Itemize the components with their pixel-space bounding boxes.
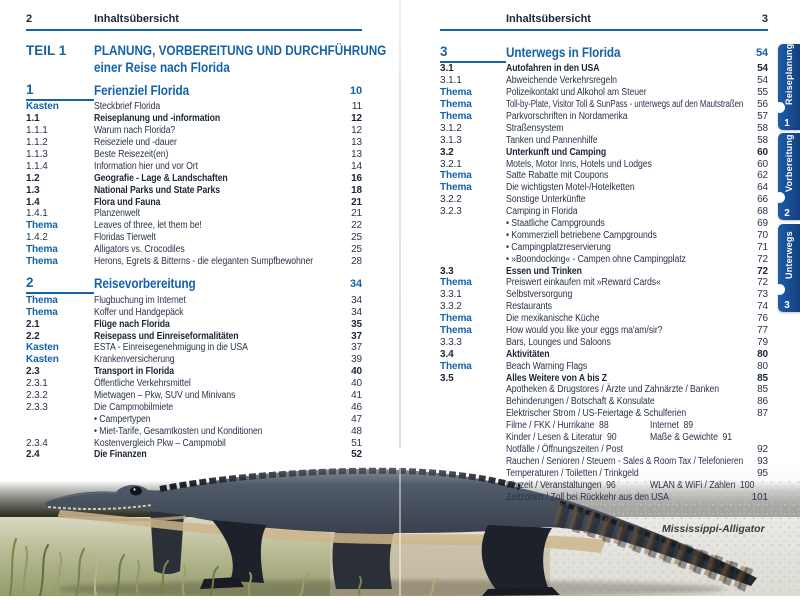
entry-page: 64 <box>757 182 768 194</box>
entry-page: 46 <box>351 401 362 413</box>
toc-entry <box>440 313 768 325</box>
toc-entry <box>440 491 768 503</box>
entry-number: 1.4 <box>26 196 40 208</box>
entry-number: 3.1.3 <box>440 134 462 146</box>
toc-entry <box>440 43 768 62</box>
toc-entry <box>440 325 768 337</box>
toc-entry <box>26 354 362 366</box>
toc-entry <box>440 420 768 432</box>
entry-page: 21 <box>351 196 362 208</box>
toc-entry <box>26 232 362 244</box>
entry-title: Preiswert einkaufen mit »Reward Cards« <box>506 277 661 289</box>
part-title <box>94 42 430 76</box>
entry-number: 2.3.1 <box>26 378 48 390</box>
toc-entry <box>26 220 362 232</box>
entry-page: 72 <box>757 253 768 265</box>
tab-notch-icon <box>774 192 785 203</box>
entry-title: Warum nach Florida? <box>94 125 176 137</box>
entry-title: Sonstige Unterkünfte <box>506 194 586 206</box>
photo-caption: Mississippi-Alligator <box>662 523 765 535</box>
entry-title: • Campingplatzreservierung <box>506 241 611 253</box>
entry-page: 37 <box>351 342 362 354</box>
entry-page: 21 <box>351 208 362 220</box>
tab-number: 2 <box>784 208 790 219</box>
toc-entry <box>26 437 362 449</box>
entry-title: • »Boondocking« - Campen ohne Campingplatz <box>506 253 686 265</box>
entry-title: Krankenversicherung <box>94 354 175 366</box>
entry-page: 11 <box>351 101 362 113</box>
toc-entry <box>440 265 768 277</box>
right-toc-list <box>440 36 768 503</box>
entry-title: Flugbuchung im Internet <box>94 294 186 306</box>
entry-title: Flora und Fauna <box>94 196 161 208</box>
toc-entry <box>26 306 362 318</box>
entry-title: • Staatliche Campgrounds <box>506 218 605 230</box>
tab-notch-icon <box>774 284 785 295</box>
tab-label: Vorbereitung <box>784 134 794 193</box>
entry-page: 93 <box>757 455 768 467</box>
entry-number: 3.2.3 <box>440 206 462 218</box>
entry-page: 68 <box>757 206 768 218</box>
entry-number: Thema <box>440 360 472 372</box>
toc-entry <box>440 408 768 420</box>
entry-page: 85 <box>757 372 768 384</box>
entry-title: Herons, Egrets & Bitterns - die eleganten Sumpfbewohner <box>94 256 314 268</box>
part-label: TEIL 1 <box>26 43 67 58</box>
toc-entry <box>26 244 362 256</box>
entry-page: 79 <box>757 336 768 348</box>
left-header-title: Inhaltsübersicht <box>94 13 179 25</box>
entry-title: Geografie - Lage & Landschaften <box>94 172 228 184</box>
entry-page: 71 <box>757 241 768 253</box>
entry-number: 1.3 <box>26 184 40 196</box>
toc-entry <box>440 111 768 123</box>
entry-page: 34 <box>351 306 362 318</box>
right-page-number: 3 <box>761 13 768 25</box>
toc-entry <box>440 158 768 170</box>
entry-number: 2.3.2 <box>26 390 48 402</box>
part-title-line2: einer Reise nach Florida <box>94 60 230 75</box>
entry-title: Elektrischer Strom / US-Feiertage & Schulferien <box>506 408 687 420</box>
tab-vorbereitung <box>778 133 800 220</box>
entry-number: Thema <box>440 99 472 111</box>
toc-entry <box>440 384 768 396</box>
entry-page: 37 <box>351 330 362 342</box>
toc-entry <box>26 413 362 425</box>
entry-title: Transport in Florida <box>94 366 174 378</box>
entry-title: Toll-by-Plate, Visitor Toll & SunPass - unterwegs auf den Mautstraßen <box>506 99 744 111</box>
entry-number: 3.3.2 <box>440 301 462 313</box>
entry-number: 1 <box>26 80 94 101</box>
entry-number: 2 <box>26 273 94 294</box>
entry-title: • Campertypen <box>94 413 151 425</box>
tab-number: 1 <box>784 118 790 129</box>
entry-title: Alles Weitere von A bis Z <box>506 372 607 384</box>
entry-page: 72 <box>757 277 768 289</box>
entry-page: 39 <box>351 354 362 366</box>
toc-entry <box>440 253 768 265</box>
entry-number: 1.1 <box>26 113 40 125</box>
left-page-number: 2 <box>26 13 33 25</box>
entry-title: Alligators vs. Crocodiles <box>94 244 185 256</box>
toc-entry <box>440 87 768 99</box>
entry-title: Maße & Gewichte 91 <box>650 432 733 444</box>
entry-title: Bars, Lounges und Saloons <box>506 336 611 348</box>
entry-number: Thema <box>440 325 472 337</box>
left-toc-list <box>26 74 362 461</box>
right-header-title: Inhaltsübersicht <box>506 13 591 25</box>
entry-page: 54 <box>757 75 768 87</box>
entry-title: Motels, Motor Inns, Hotels und Lodges <box>506 158 652 170</box>
entry-page: 25 <box>351 232 362 244</box>
entry-title: Behinderungen / Botschaft & Konsulate <box>506 396 655 408</box>
toc-entry <box>26 378 362 390</box>
entry-number: 3.2.2 <box>440 194 462 206</box>
toc-entry <box>440 467 768 479</box>
entry-number: 3.2 <box>440 146 454 158</box>
entry-title: Öffentliche Verkehrsmittel <box>94 378 191 390</box>
entry-page: 76 <box>757 313 768 325</box>
entry-title: • Miet-Tarife, Gesamtkosten und Konditionen <box>94 425 263 437</box>
toc-entry <box>440 348 768 360</box>
entry-number: 3.2.1 <box>440 158 462 170</box>
entry-title: Essen und Trinken <box>506 265 582 277</box>
entry-page: 54 <box>755 46 768 59</box>
entry-page: 35 <box>351 318 362 330</box>
entry-page: 13 <box>351 137 362 149</box>
toc-entry <box>440 396 768 408</box>
entry-page: 47 <box>351 413 362 425</box>
entry-title: Leaves of three, let them be! <box>94 220 202 232</box>
entry-number: 1.4.1 <box>26 208 48 220</box>
toc-entry <box>26 149 362 161</box>
toc-entry <box>440 277 768 289</box>
entry-number: 3.1.2 <box>440 122 462 134</box>
entry-number: Kasten <box>26 354 59 366</box>
entry-page: 74 <box>757 301 768 313</box>
toc-entry <box>26 425 362 437</box>
entry-page: 70 <box>757 229 768 241</box>
entry-page: 58 <box>757 134 768 146</box>
entry-title: Steckbrief Florida <box>94 101 161 113</box>
entry-page: 10 <box>349 84 362 97</box>
page-gutter-photo <box>399 448 401 596</box>
entry-title: Internet 89 <box>650 420 693 432</box>
left-running-header <box>26 13 362 31</box>
entry-title: Zeitzonen / Zoll bei Rückkehr aus den USA <box>506 491 669 503</box>
entry-title: Unterkunft und Camping <box>506 146 607 158</box>
entry-title: Aktivitäten <box>506 348 550 360</box>
entry-title: Abweichende Verkehrsregeln <box>506 75 617 87</box>
toc-entry <box>26 125 362 137</box>
entry-page: 85 <box>757 384 768 396</box>
entry-title: Temperaturen / Toiletten / Trinkgeld <box>506 467 639 479</box>
entry-page: 72 <box>757 265 768 277</box>
entry-number: Thema <box>440 170 472 182</box>
entry-page: 54 <box>757 63 768 75</box>
entry-page: 16 <box>351 172 362 184</box>
entry-title: Kostenvergleich Pkw – Campmobil <box>94 437 226 449</box>
entry-title: Uhrzeit / Veranstaltungen 96 <box>506 479 616 491</box>
entry-number: 3.3 <box>440 265 454 277</box>
entry-number: Thema <box>26 244 58 256</box>
toc-entry <box>440 336 768 348</box>
entry-title: Rauchen / Senioren / Steuern - Sales & Room Tax / Telefonieren <box>506 455 744 467</box>
toc-entry <box>26 81 362 100</box>
entry-title: Unterwegs in Florida <box>506 45 621 60</box>
entry-page: 69 <box>757 218 768 230</box>
toc-entry <box>26 208 362 220</box>
entry-page: 12 <box>351 125 362 137</box>
entry-page: 56 <box>757 99 768 111</box>
toc-entry <box>440 122 768 134</box>
toc-entry <box>26 113 362 125</box>
entry-page: 66 <box>757 194 768 206</box>
entry-number: Thema <box>440 87 472 99</box>
toc-entry <box>26 401 362 413</box>
entry-number: Kasten <box>26 342 59 354</box>
entry-title: • Kommerziell betriebene Campgrounds <box>506 229 657 241</box>
entry-page: 34 <box>349 277 362 290</box>
toc-entry <box>440 289 768 301</box>
entry-page: 40 <box>351 366 362 378</box>
toc-entry <box>440 479 768 491</box>
entry-title: Die Campmobilmiete <box>94 401 174 413</box>
entry-title: How would you like your eggs ma'am/sir? <box>506 325 663 337</box>
entry-page: 101 <box>751 491 768 503</box>
toc-entry <box>26 196 362 208</box>
entry-title: Die Finanzen <box>94 449 147 461</box>
entry-page: 41 <box>351 390 362 402</box>
toc-entry <box>26 318 362 330</box>
entry-number: 1.1.2 <box>26 137 48 149</box>
entry-title: Reiseplanung und -information <box>94 113 221 125</box>
entry-number: Thema <box>440 182 472 194</box>
page-gutter <box>399 0 401 448</box>
entry-title: Reisepass und Einreiseformalitäten <box>94 330 239 342</box>
entry-title: Apotheken & Drugstores / Ärzte und Zahnärzte / Banken <box>506 384 720 396</box>
entry-page: 87 <box>757 408 768 420</box>
entry-title: Satte Rabatte mit Coupons <box>506 170 609 182</box>
entry-number: Thema <box>26 220 58 232</box>
toc-entry <box>26 101 362 113</box>
entry-title: Polizeikontakt und Alkohol am Steuer <box>506 87 647 99</box>
entry-number: 1.2 <box>26 172 40 184</box>
entry-page: 58 <box>757 122 768 134</box>
tab-unterwegs <box>778 224 800 312</box>
entry-page: 60 <box>757 158 768 170</box>
entry-page: 80 <box>757 348 768 360</box>
toc-entry <box>26 330 362 342</box>
toc-entry <box>26 274 362 293</box>
toc-entry <box>26 256 362 268</box>
entry-page: 86 <box>757 396 768 408</box>
entry-title: Reiseziele und -dauer <box>94 137 177 149</box>
entry-page: 28 <box>351 256 362 268</box>
entry-title: Autofahren in den USA <box>506 63 600 75</box>
entry-number: Thema <box>26 294 58 306</box>
entry-title: Ferienziel Florida <box>94 83 190 98</box>
entry-title: Reisevorbereitung <box>94 276 196 292</box>
toc-entry <box>26 160 362 172</box>
toc-entry <box>26 342 362 354</box>
toc-entry <box>26 449 362 461</box>
toc-entry <box>440 75 768 87</box>
toc-entry <box>440 372 768 384</box>
toc-entry <box>440 63 768 75</box>
entry-number: 1.1.4 <box>26 160 48 172</box>
entry-page: 14 <box>351 160 362 172</box>
entry-title: Flüge nach Florida <box>94 318 170 330</box>
entry-page: 25 <box>351 244 362 256</box>
toc-entry <box>440 218 768 230</box>
entry-title: WLAN & WiFi / Zahlen 100 <box>650 479 755 491</box>
entry-title: National Parks und State Parks <box>94 184 221 196</box>
entry-title: Information hier und vor Ort <box>94 160 198 172</box>
entry-page: 51 <box>351 437 362 449</box>
entry-title: Camping in Florida <box>506 206 578 218</box>
right-running-header <box>440 13 768 31</box>
entry-page: 48 <box>351 425 362 437</box>
entry-title: Filme / FKK / Hurrikane 88 <box>506 420 609 432</box>
entry-page: 52 <box>351 449 362 461</box>
entry-number: 3.4 <box>440 348 454 360</box>
entry-number: 1.1.1 <box>26 125 48 137</box>
entry-number: Thema <box>440 111 472 122</box>
toc-entry <box>440 455 768 467</box>
part-title-line1: PLANUNG, VORBEREITUNG UND DURCHFÜHRUNG <box>94 43 387 58</box>
entry-page: 80 <box>757 360 768 372</box>
entry-number: Thema <box>440 277 472 289</box>
entry-title: ESTA - Einreisegenehmigung in die USA <box>94 342 248 354</box>
toc-entry <box>440 444 768 456</box>
entry-title: Notfälle / Öffnungszeiten / Post <box>506 443 624 455</box>
toc-entry <box>440 206 768 218</box>
part-heading <box>26 42 387 76</box>
entry-page: 92 <box>757 443 768 455</box>
entry-page: 60 <box>757 146 768 158</box>
entry-number: 3.3.3 <box>440 336 462 348</box>
entry-title: Selbstversorgung <box>506 289 573 301</box>
toc-entry <box>440 194 768 206</box>
entry-page: 77 <box>757 325 768 337</box>
toc-entry <box>440 301 768 313</box>
toc-entry <box>26 294 362 306</box>
entry-page: 13 <box>351 149 362 160</box>
entry-number: 3 <box>440 42 506 63</box>
entry-page: 55 <box>757 87 768 99</box>
entry-number: 3.1.1 <box>440 75 462 87</box>
entry-title: Kinder / Lesen & Literatur 90 <box>506 432 617 444</box>
entry-number: 2.3.3 <box>26 401 48 413</box>
entry-title: Tanken und Pannenhilfe <box>506 134 598 146</box>
entry-number: 3.1 <box>440 63 454 75</box>
toc-entry <box>26 366 362 378</box>
toc-entry <box>440 241 768 253</box>
entry-page: 95 <box>757 467 768 479</box>
entry-number: 2.3 <box>26 366 40 378</box>
entry-number: Thema <box>440 313 472 325</box>
entry-title: Restaurants <box>506 301 552 313</box>
entry-page: 22 <box>351 220 362 232</box>
entry-number: 1.4.2 <box>26 232 48 244</box>
toc-entry <box>440 432 768 444</box>
toc-entry <box>440 134 768 146</box>
entry-number: 2.1 <box>26 318 40 330</box>
toc-entry <box>26 137 362 149</box>
entry-number: Kasten <box>26 101 59 113</box>
tab-label: Unterwegs <box>784 231 794 279</box>
entry-number: 3.5 <box>440 372 454 384</box>
entry-title: Planzenwelt <box>94 208 140 220</box>
entry-title: Parkvorschriften in Nordamerika <box>506 111 628 122</box>
entry-page: 57 <box>757 111 768 122</box>
entry-number: Thema <box>26 306 58 318</box>
toc-entry <box>440 146 768 158</box>
tab-notch-icon <box>774 102 785 113</box>
entry-number: 2.4 <box>26 449 40 461</box>
tab-reiseplanung <box>778 44 800 130</box>
toc-entry <box>440 170 768 182</box>
entry-page: 62 <box>757 170 768 182</box>
toc-entry <box>26 184 362 196</box>
tab-label: Reiseplanung <box>784 43 794 105</box>
entry-page: 40 <box>351 378 362 390</box>
entry-number: 3.3.1 <box>440 289 462 301</box>
entry-title: Die mexikanische Küche <box>506 313 600 325</box>
entry-page: 12 <box>351 113 362 125</box>
entry-title: Koffer und Handgepäck <box>94 306 184 318</box>
thumb-tabs <box>776 0 800 596</box>
entry-title: Beste Reisezeit(en) <box>94 149 169 160</box>
entry-title: Mietwagen – Pkw, SUV und Minivans <box>94 390 236 402</box>
entry-number: 1.1.3 <box>26 149 48 160</box>
entry-page: 18 <box>351 184 362 196</box>
entry-page: 73 <box>757 289 768 301</box>
entry-page: 34 <box>351 294 362 306</box>
entry-title: Beach Warning Flags <box>506 360 588 372</box>
entry-title: Straßensystem <box>506 122 564 134</box>
entry-title: Floridas Tierwelt <box>94 232 156 244</box>
toc-entry <box>440 360 768 372</box>
toc-entry <box>440 182 768 194</box>
toc-entry <box>26 172 362 184</box>
toc-entry <box>440 229 768 241</box>
toc-entry <box>440 99 768 111</box>
entry-number: Thema <box>26 256 58 268</box>
entry-number: 2.2 <box>26 330 40 342</box>
entry-title: Die wichtigsten Motel-/Hotelketten <box>506 182 635 194</box>
entry-number: 2.3.4 <box>26 437 48 449</box>
tab-number: 3 <box>784 300 790 311</box>
toc-entry <box>26 390 362 402</box>
